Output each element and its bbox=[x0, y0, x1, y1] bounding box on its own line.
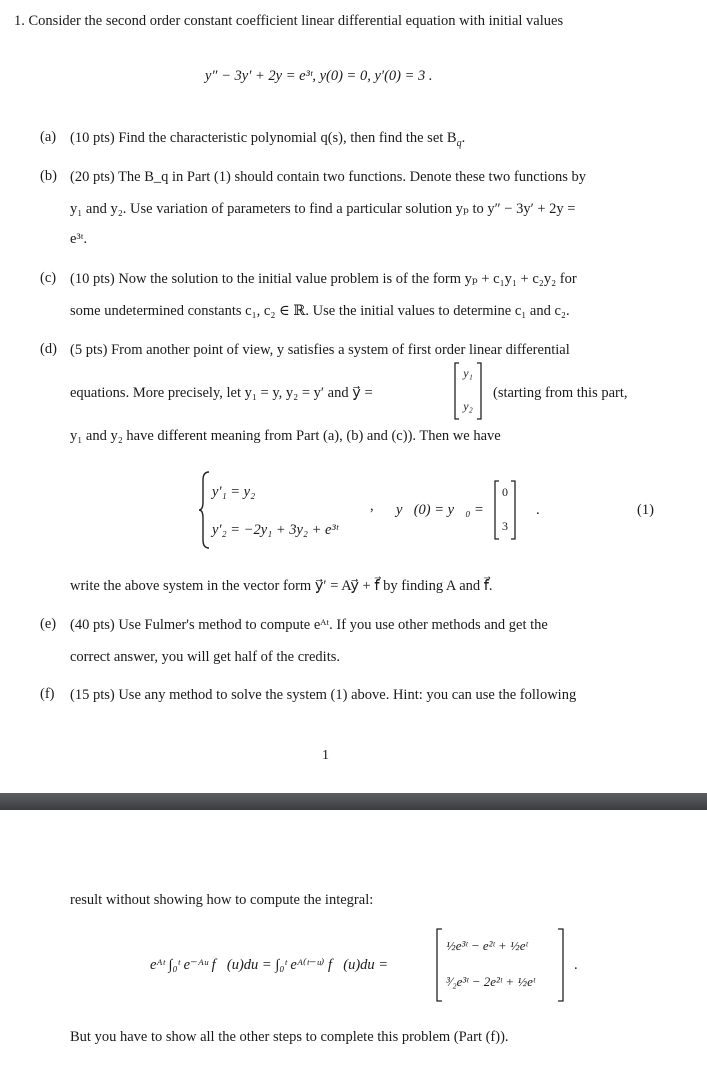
vector-y-bottom: y₂ bbox=[463, 399, 473, 413]
system-eq-2: y′₂ = −2y₁ + 3y₂ + e³ᵗ bbox=[212, 522, 339, 538]
part-e-line2: correct answer, you will get half of the credits. bbox=[70, 649, 340, 665]
result-end: . bbox=[574, 957, 578, 973]
system-eq-1: y′₁ = y₂ bbox=[212, 484, 256, 500]
result-top: ½e³ᵗ − e²ᵗ + ½eᵗ bbox=[446, 938, 528, 953]
left-brace-icon bbox=[198, 470, 212, 550]
part-e-line1: (40 pts) Use Fulmer's method to compute eᴬᵗ. If you use other methods and get the bbox=[70, 617, 548, 633]
initial-vector-end: . bbox=[536, 502, 540, 518]
integral-expression: eᴬᵗ ∫₀ᵗ e⁻ᴬᵘ f⃗(u)du = ∫₀ᵗ eᴬ⁽ᵗ⁻ᵘ⁾ f⃗(u)du = bbox=[150, 957, 389, 973]
part-a-text: (10 pts) Find the characteristic polynomial q(s), then find the set $B_q$. bbox=[70, 130, 466, 149]
part-d-label: (d) bbox=[40, 341, 57, 357]
page-separator bbox=[0, 793, 707, 810]
vector-y bbox=[454, 362, 482, 420]
part-c-line2: some undetermined constants c₁, c₂ ∈ ℝ. Use the initial values to determine c₁ and c₂. bbox=[70, 303, 570, 319]
initial-vector bbox=[494, 480, 516, 540]
part-e-label: (e) bbox=[40, 616, 57, 632]
part-d-line3: y₁ and y₂ have different meaning from Part (a), (b) and (c)). Then we have bbox=[70, 428, 501, 444]
part-c-line1: (10 pts) Now the solution to the initial value problem is of the form yₚ + c₁y₁ + c₂y₂ for bbox=[70, 271, 577, 287]
page-two bbox=[0, 810, 707, 1084]
part-d-line2a: equations. More precisely, let y₁ = y, y₂ = y′ and y⃗ = bbox=[70, 385, 373, 401]
part-f-label: (f) bbox=[40, 686, 55, 702]
initial-vector-top: 0 bbox=[502, 485, 508, 499]
part-b-line3: e³ᵗ. bbox=[70, 231, 88, 247]
part-c-label: (c) bbox=[40, 270, 57, 286]
initial-vector-bottom: 3 bbox=[502, 519, 508, 533]
result-vector bbox=[436, 928, 564, 1002]
part-f-line2: result without showing how to compute the integral: bbox=[70, 892, 374, 908]
vector-y-top: y₁ bbox=[463, 366, 473, 380]
part-b-line2: y₁ and y₂. Use variation of parameters to find a particular solution yₚ to y″ − 3y′ + 2y = bbox=[70, 201, 576, 217]
problem-intro: 1. Consider the second order constant coefficient linear differential equation with initial values bbox=[14, 13, 564, 29]
part-d-line1: (5 pts) From another point of view, y satisfies a system of first order linear differential bbox=[70, 342, 570, 358]
main-equation: y″ − 3y′ + 2y = e³ᵗ, y(0) = 0, y′(0) = 3 . bbox=[205, 68, 433, 84]
ode-system bbox=[198, 470, 368, 550]
part-a-label: (a) bbox=[40, 129, 57, 145]
equation-number: (1) bbox=[637, 502, 654, 518]
result-bottom: ³⁄₂e³ᵗ − 2e²ᵗ + ½eᵗ bbox=[446, 974, 536, 989]
system-comma: , bbox=[370, 498, 374, 514]
part-f-line3: But you have to show all the other steps to complete this problem (Part (f)). bbox=[70, 1029, 509, 1045]
page-number: 1 bbox=[322, 748, 329, 763]
part-d-line4: write the above system in the vector form y⃗′ = Ay⃗ + f⃗ by finding A and f⃗. bbox=[70, 578, 493, 594]
part-d-line2b: (starting from this part, bbox=[493, 385, 628, 401]
part-b-label: (b) bbox=[40, 168, 57, 184]
initial-vector-text: y⃗(0) = y⃗₀ = bbox=[396, 502, 484, 518]
part-f-line1: (15 pts) Use any method to solve the system (1) above. Hint: you can use the following bbox=[70, 687, 577, 703]
part-b-line1: (20 pts) The B_q in Part (1) should contain two functions. Denote these two functions by bbox=[70, 169, 587, 185]
